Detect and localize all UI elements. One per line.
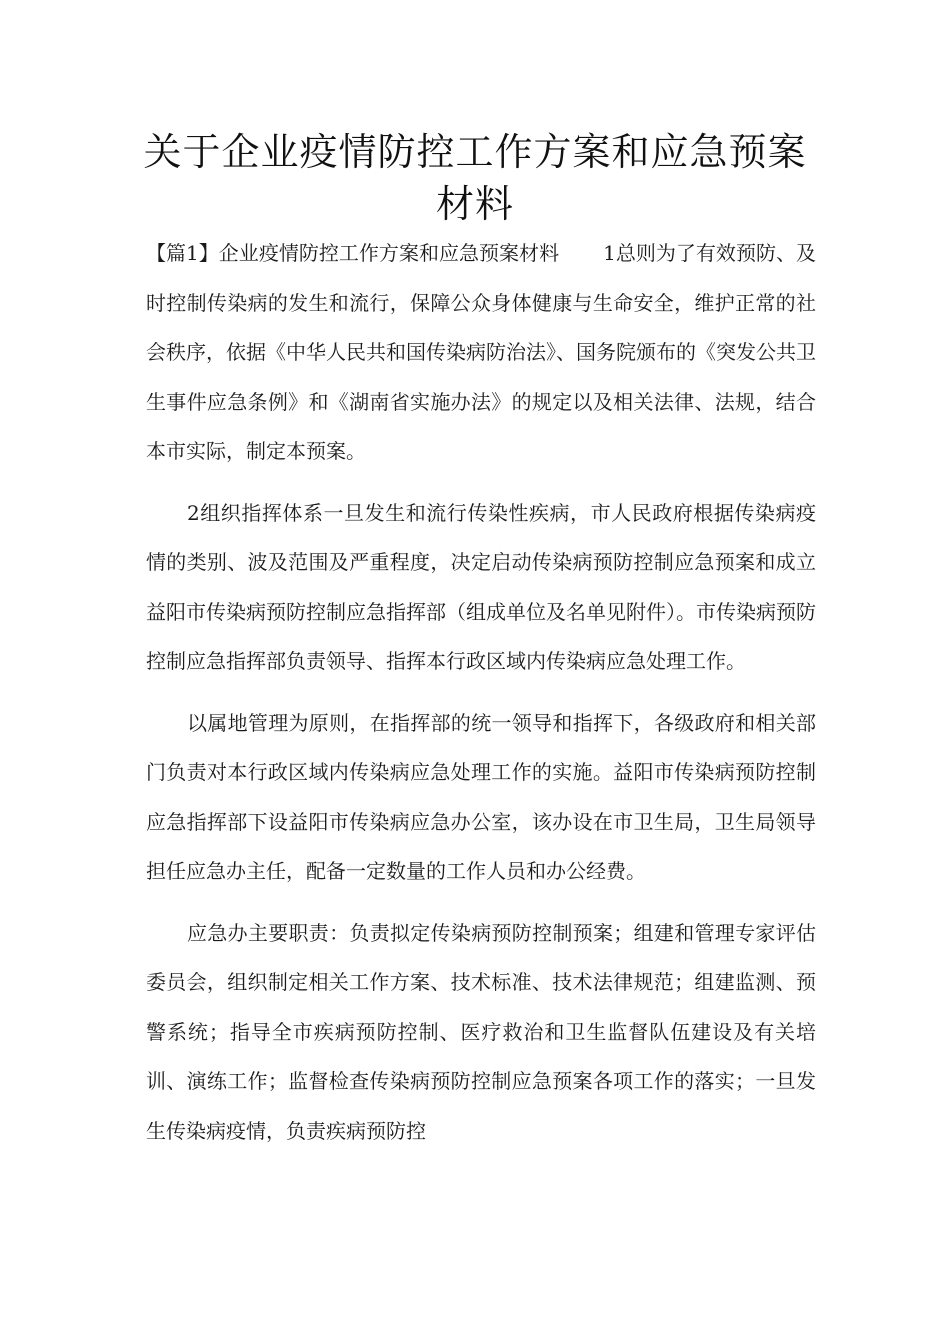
title-line-2: 材料 bbox=[435, 182, 514, 226]
paragraph-1 bbox=[146, 229, 816, 477]
title-line-1: 关于企业疫情防控工作方案和应急预案 bbox=[143, 130, 807, 174]
document-title bbox=[100, 126, 850, 230]
section-label: 【篇1】企业疫情防控工作方案和应急预案材料 bbox=[146, 241, 560, 265]
paragraph-2: 2组织指挥体系一旦发生和流行传染性疾病，市人民政府根据传染病疫情的类别、波及范围及严重程度，决定启动传染病预防控制应急预案和成立益阳市传染病预防控制应急指挥部（组成单位及名单见附件）。市传染病预防控制应急指挥部负责领导、指挥本行政区域内传染病应急处理工作。 bbox=[146, 500, 816, 673]
paragraph-4: 应急办主要职责：负责拟定传染病预防控制预案；组建和管理专家评估委员会，组织制定相关工作方案、技术标准、技术法律规范；组建监测、预警系统；指导全市疾病预防控制、医疗救治和卫生监督队伍建设及有关培训、演练工作；监督检查传染病预防控制应急预案各项工作的落实；一旦发生传染病疫情，负责疾病预防控 bbox=[146, 920, 816, 1143]
paragraph-3: 以属地管理为原则，在指挥部的统一领导和指挥下，各级政府和相关部门负责对本行政区域内传染病应急处理工作的实施。益阳市传染病预防控制应急指挥部下设益阳市传染病应急办公室，该办设在市卫生局，卫生局领导担任应急办主任，配备一定数量的工作人员和办公经费。 bbox=[146, 710, 816, 883]
paragraph-1-text: 1总则为了有效预防、及时控制传染病的发生和流行，保障公众身体健康与生命安全，维护正常的社会秩序，依据《中华人民共和国传染病防治法》、国务院颁布的《突发公共卫生事件应急条例》和《湖南省实施办法》的规定以及相关法律、法规，结合本市实际，制定本预案。 bbox=[146, 241, 816, 463]
document-body bbox=[146, 229, 816, 1168]
